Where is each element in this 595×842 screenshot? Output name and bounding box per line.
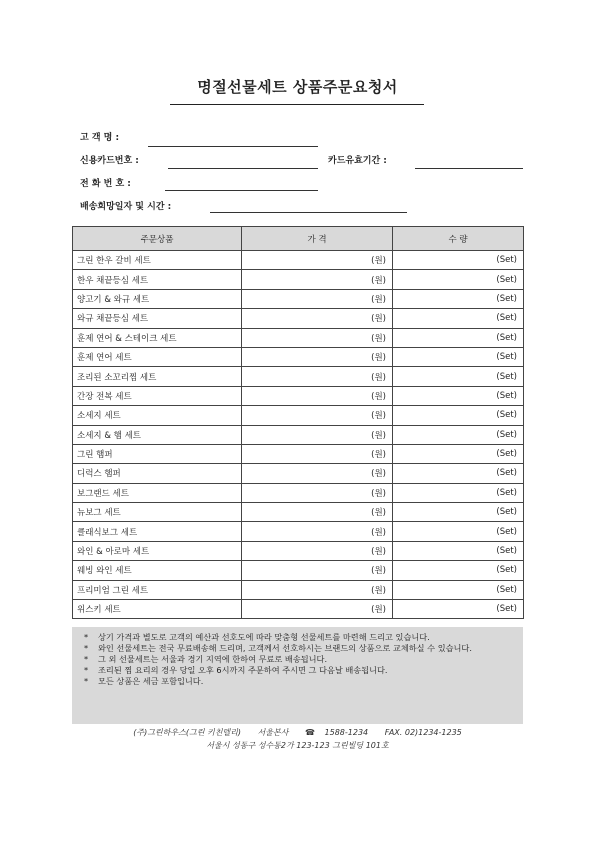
price-cell[interactable]: (원): [242, 444, 393, 463]
footer-phone: 1588-1234: [324, 728, 369, 737]
quantity-cell[interactable]: (Set): [393, 522, 524, 541]
price-cell[interactable]: (원): [242, 251, 393, 270]
product-name-cell: 그린 햄퍼: [73, 444, 242, 463]
note-item: [84, 665, 513, 676]
price-cell[interactable]: (원): [242, 503, 393, 522]
quantity-cell[interactable]: (Set): [393, 425, 524, 444]
product-name-cell: 웨빙 와인 세트: [73, 561, 242, 580]
table-row: [73, 386, 524, 405]
quantity-cell[interactable]: (Set): [393, 270, 524, 289]
price-cell[interactable]: (원): [242, 425, 393, 444]
product-name-cell: 양고기 & 와규 세트: [73, 289, 242, 308]
quantity-cell[interactable]: (Set): [393, 309, 524, 328]
quantity-cell[interactable]: (Set): [393, 464, 524, 483]
note-text: 조리된 찜 요리의 경우 당일 오후 6시까지 주문하여 주시면 그 다음날 배송됩니다.: [98, 665, 388, 675]
order-table: [72, 226, 524, 619]
price-cell[interactable]: (원): [242, 386, 393, 405]
table-row: [73, 541, 524, 560]
product-name-cell: 프리미엄 그린 세트: [73, 580, 242, 599]
table-row: [73, 580, 524, 599]
product-name-cell: 클래식보그 세트: [73, 522, 242, 541]
price-cell[interactable]: (원): [242, 541, 393, 560]
phone-icon: ☎: [305, 728, 315, 737]
product-name-cell: 와인 & 아로마 세트: [73, 541, 242, 560]
product-name-cell: 뉴보그 세트: [73, 503, 242, 522]
price-cell[interactable]: (원): [242, 406, 393, 425]
card-expiry-label: 카드유효기간 :: [328, 156, 387, 166]
price-cell[interactable]: (원): [242, 580, 393, 599]
quantity-cell[interactable]: (Set): [393, 367, 524, 386]
note-text: 와인 선물세트는 전국 무료배송해 드리며, 고객께서 선호하시는 브랜드의 상품으로 교체하실 수 있습니다.: [98, 643, 472, 653]
table-row: [73, 464, 524, 483]
product-name-cell: 보그랜드 세트: [73, 483, 242, 502]
price-cell[interactable]: (원): [242, 522, 393, 541]
card-number-label: 신용카드번호 :: [80, 156, 139, 166]
table-row: [73, 425, 524, 444]
customer-name-label: 고 객 명 :: [80, 133, 120, 143]
price-cell[interactable]: (원): [242, 367, 393, 386]
price-cell[interactable]: (원): [242, 561, 393, 580]
price-cell[interactable]: (원): [242, 309, 393, 328]
quantity-cell[interactable]: (Set): [393, 541, 524, 560]
table-row: [73, 483, 524, 502]
quantity-cell[interactable]: (Set): [393, 580, 524, 599]
quantity-cell[interactable]: (Set): [393, 328, 524, 347]
table-row: [73, 444, 524, 463]
product-name-cell: 소세지 & 햄 세트: [73, 425, 242, 444]
card-number-field[interactable]: [168, 168, 318, 169]
footer-branch: 서울본사: [257, 728, 289, 737]
table-row: [73, 251, 524, 270]
quantity-cell[interactable]: (Set): [393, 251, 524, 270]
note-bullet: *: [84, 665, 89, 675]
note-text: 그 외 선물세트는 서울과 경기 지역에 한하여 무료로 배송됩니다.: [98, 654, 328, 664]
table-row: [73, 561, 524, 580]
header-price: 가 격: [242, 227, 393, 251]
quantity-cell[interactable]: (Set): [393, 561, 524, 580]
footer-fax: FAX. 02)1234-1235: [384, 728, 462, 737]
table-row: [73, 328, 524, 347]
header-quantity: 수 량: [393, 227, 524, 251]
quantity-cell[interactable]: (Set): [393, 406, 524, 425]
table-row: [73, 367, 524, 386]
table-row: [73, 289, 524, 308]
note-item: [84, 654, 513, 665]
phone-label: 전 화 번 호 :: [80, 179, 131, 189]
table-row: [73, 309, 524, 328]
product-name-cell: 훈제 연어 세트: [73, 347, 242, 366]
note-item: [84, 632, 513, 643]
quantity-cell[interactable]: (Set): [393, 483, 524, 502]
note-text: 상기 가격과 별도로 고객의 예산과 선호도에 따라 맞춤형 선물세트를 마련해 드리고 있습니다.: [98, 632, 430, 642]
page-title: 명절선물세트 상품주문요청서: [197, 78, 398, 96]
footer-company-line: [0, 727, 595, 738]
quantity-cell[interactable]: (Set): [393, 386, 524, 405]
product-name-cell: 그린 한우 갈비 세트: [73, 251, 242, 270]
quantity-cell[interactable]: (Set): [393, 600, 524, 619]
delivery-label: 배송희망일자 및 시간 :: [80, 202, 172, 212]
product-name-cell: 소세지 세트: [73, 406, 242, 425]
price-cell[interactable]: (원): [242, 600, 393, 619]
note-bullet: *: [84, 676, 89, 686]
quantity-cell[interactable]: (Set): [393, 289, 524, 308]
product-name-cell: 위스키 세트: [73, 600, 242, 619]
price-cell[interactable]: (원): [242, 328, 393, 347]
note-item: [84, 676, 513, 687]
product-name-cell: 간장 전복 세트: [73, 386, 242, 405]
product-name-cell: 디럭스 햄퍼: [73, 464, 242, 483]
product-name-cell: 훈제 연어 & 스테이크 세트: [73, 328, 242, 347]
customer-name-field[interactable]: [148, 146, 318, 147]
product-name-cell: 조리된 소꼬리찜 세트: [73, 367, 242, 386]
note-bullet: *: [84, 654, 89, 664]
delivery-field[interactable]: [210, 212, 407, 213]
product-name-cell: 와규 채끝등심 세트: [73, 309, 242, 328]
price-cell[interactable]: (원): [242, 289, 393, 308]
card-expiry-field[interactable]: [415, 168, 523, 169]
quantity-cell[interactable]: (Set): [393, 444, 524, 463]
note-bullet: *: [84, 632, 89, 642]
price-cell[interactable]: (원): [242, 270, 393, 289]
price-cell[interactable]: (원): [242, 347, 393, 366]
product-name-cell: 한우 채끝등심 세트: [73, 270, 242, 289]
price-cell[interactable]: (원): [242, 483, 393, 502]
footer-company: (주)그린하우스(그린 키친델리): [133, 728, 241, 737]
table-row: [73, 270, 524, 289]
note-text: 모든 상품은 세금 포함입니다.: [98, 676, 204, 686]
title-underline: [170, 104, 424, 105]
table-row: [73, 522, 524, 541]
table-row: [73, 503, 524, 522]
header-product: 주문상품: [73, 227, 242, 251]
notes-box: [72, 627, 523, 724]
phone-field[interactable]: [165, 190, 318, 191]
footer-address: 서울시 성동구 성수동2가 123-123 그린빌딩 101호: [206, 741, 389, 750]
table-row: [73, 347, 524, 366]
price-cell[interactable]: (원): [242, 464, 393, 483]
table-row: [73, 406, 524, 425]
table-row: [73, 600, 524, 619]
note-item: [84, 643, 513, 654]
note-bullet: *: [84, 643, 89, 653]
quantity-cell[interactable]: (Set): [393, 347, 524, 366]
table-header-row: [73, 227, 524, 251]
quantity-cell[interactable]: (Set): [393, 503, 524, 522]
